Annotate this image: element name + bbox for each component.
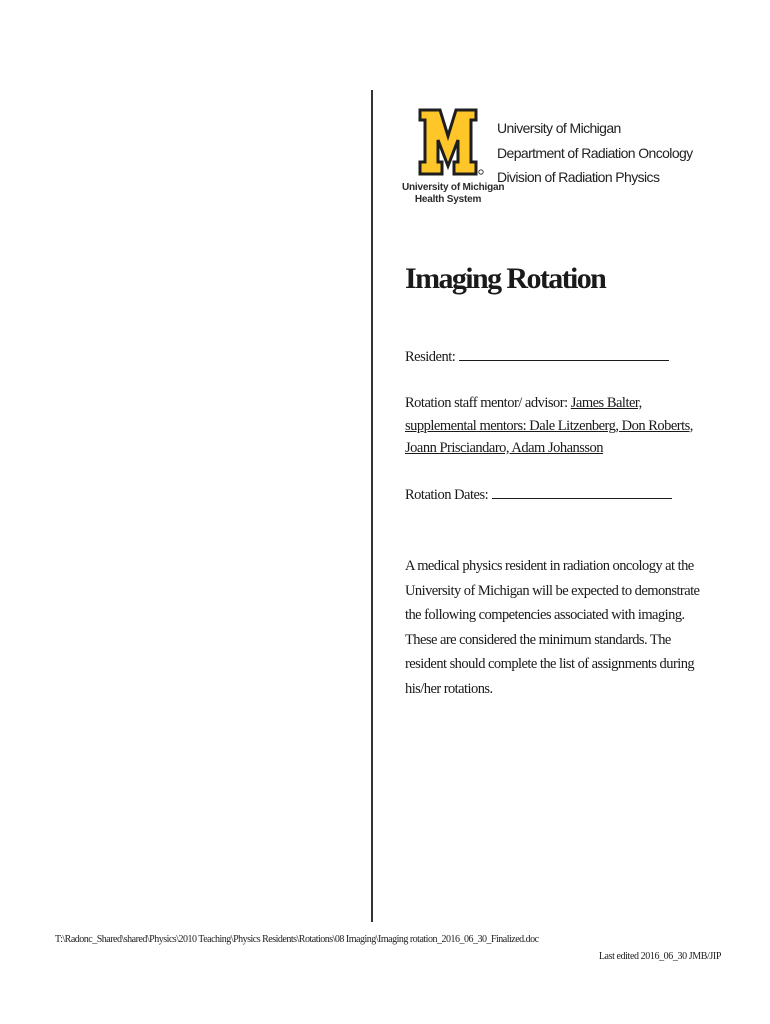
- rotation-dates-label: Rotation Dates:: [405, 487, 489, 503]
- logo-line-1: University of Michigan: [402, 182, 505, 193]
- block-m-shape: [420, 110, 476, 174]
- vertical-divider: [371, 90, 373, 922]
- document-title: Imaging Rotation: [405, 262, 606, 295]
- registered-mark: [479, 170, 483, 174]
- institution-header: [497, 116, 693, 190]
- mentor-label: Rotation staff mentor/ advisor:: [405, 395, 571, 411]
- department-name: Department of Radiation Oncology: [497, 144, 693, 161]
- university-logo: [402, 106, 505, 210]
- resident-field: [405, 346, 669, 368]
- footer-last-edited: Last edited 2016_06_30 JMB/JIP: [598, 951, 721, 962]
- description-paragraph: A medical physics resident in radiation oncology at the University of Michigan will be expected to demonstrate the following competencies associated with imaging. These are considered the minimum standards. The resident should complete the list of assignments during his/her rotations.: [405, 558, 700, 697]
- rotation-dates-blank-line[interactable]: [492, 486, 672, 499]
- mentor-field: [405, 392, 705, 460]
- mentor-names: James Balter, supplemental mentors: Dale Litzenberg, Don Roberts, Joann Prisciandaro, Adam Johansson: [405, 395, 693, 456]
- rotation-dates-field: [405, 484, 672, 506]
- footer-file-path: T:\Radonc_Shared\shared\Physics\2010 Teaching\Physics Residents\Rotations\08 Imaging\Imaging rotation_2016_06_30_Finalized.doc: [55, 934, 539, 945]
- block-m-logo-icon: [402, 106, 494, 182]
- division-name: Division of Radiation Physics: [497, 169, 660, 185]
- resident-label: Resident:: [405, 349, 456, 365]
- institution-name: University of Michigan: [497, 120, 621, 136]
- resident-blank-line[interactable]: [459, 348, 669, 361]
- logo-line-2: Health System: [414, 194, 482, 205]
